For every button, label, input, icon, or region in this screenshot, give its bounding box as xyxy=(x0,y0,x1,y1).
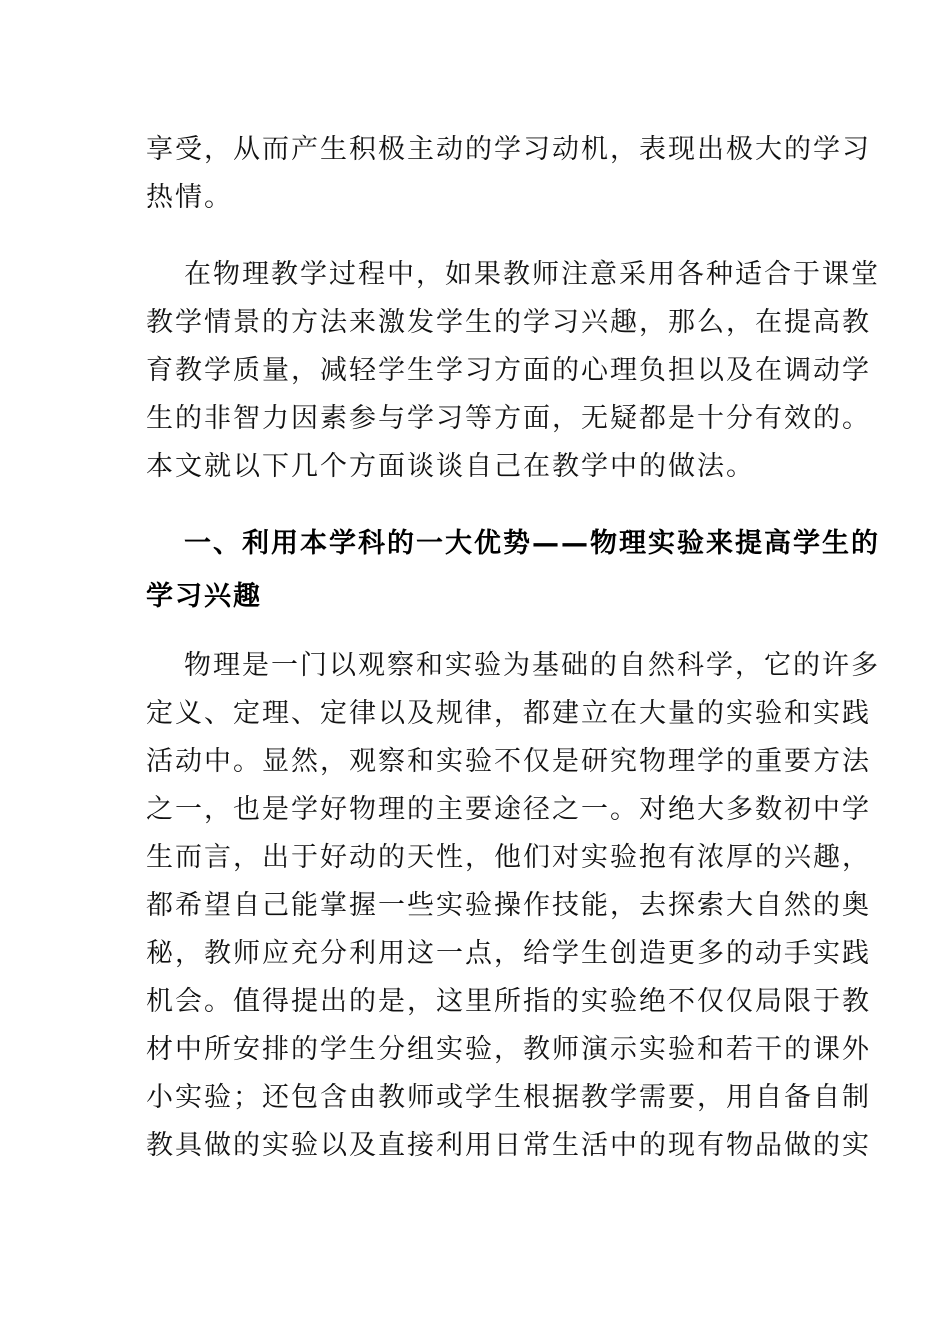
text-line: 享受，从而产生积极主动的学习动机，表现出极大的学习 xyxy=(146,134,871,165)
section-heading xyxy=(146,520,880,621)
text-line: 活动中。显然，观察和实验不仅是研究物理学的重要方法 xyxy=(146,746,871,777)
text-line: 物理是一门以观察和实验为基础的自然科学，它的许多 xyxy=(184,650,880,681)
paragraph-continuation xyxy=(146,126,871,222)
text-line: 小实验；还包含由教师或学生根据教学需要，用自备自制 xyxy=(146,1082,871,1113)
text-line: 教学情景的方法来激发学生的学习兴趣，那么，在提高教 xyxy=(146,307,871,338)
text-line: 热情。 xyxy=(146,182,233,213)
text-line: 都希望自己能掌握一些实验操作技能，去探索大自然的奥 xyxy=(146,890,871,921)
paragraph-intro xyxy=(146,251,880,491)
text-line: 秘，教师应充分利用这一点，给学生创造更多的动手实践 xyxy=(146,938,871,969)
text-line: 定义、定理、定律以及规律，都建立在大量的实验和实践 xyxy=(146,698,871,729)
paragraph-body xyxy=(146,642,880,1170)
text-line: 本文就以下几个方面谈谈自己在教学中的做法。 xyxy=(146,451,755,482)
text-line: 教具做的实验以及直接利用日常生活中的现有物品做的实 xyxy=(146,1130,871,1161)
text-line: 育教学质量，减轻学生学习方面的心理负担以及在调动学 xyxy=(146,355,871,386)
text-line: 材中所安排的学生分组实验，教师演示实验和若干的课外 xyxy=(146,1034,871,1065)
text-line: 之一，也是学好物理的主要途径之一。对绝大多数初中学 xyxy=(146,794,871,825)
text-line: 生的非智力因素参与学习等方面，无疑都是十分有效的。 xyxy=(146,403,871,434)
text-line: 生而言，出于好动的天性，他们对实验抱有浓厚的兴趣， xyxy=(146,842,871,873)
text-line: 机会。值得提出的是，这里所指的实验绝不仅仅局限于教 xyxy=(146,986,871,1017)
text-line: 在物理教学过程中，如果教师注意采用各种适合于课堂 xyxy=(184,259,880,290)
heading-line: 学习兴趣 xyxy=(146,581,262,612)
heading-line: 一、利用本学科的一大优势——物理实验来提高学生的 xyxy=(184,528,880,559)
